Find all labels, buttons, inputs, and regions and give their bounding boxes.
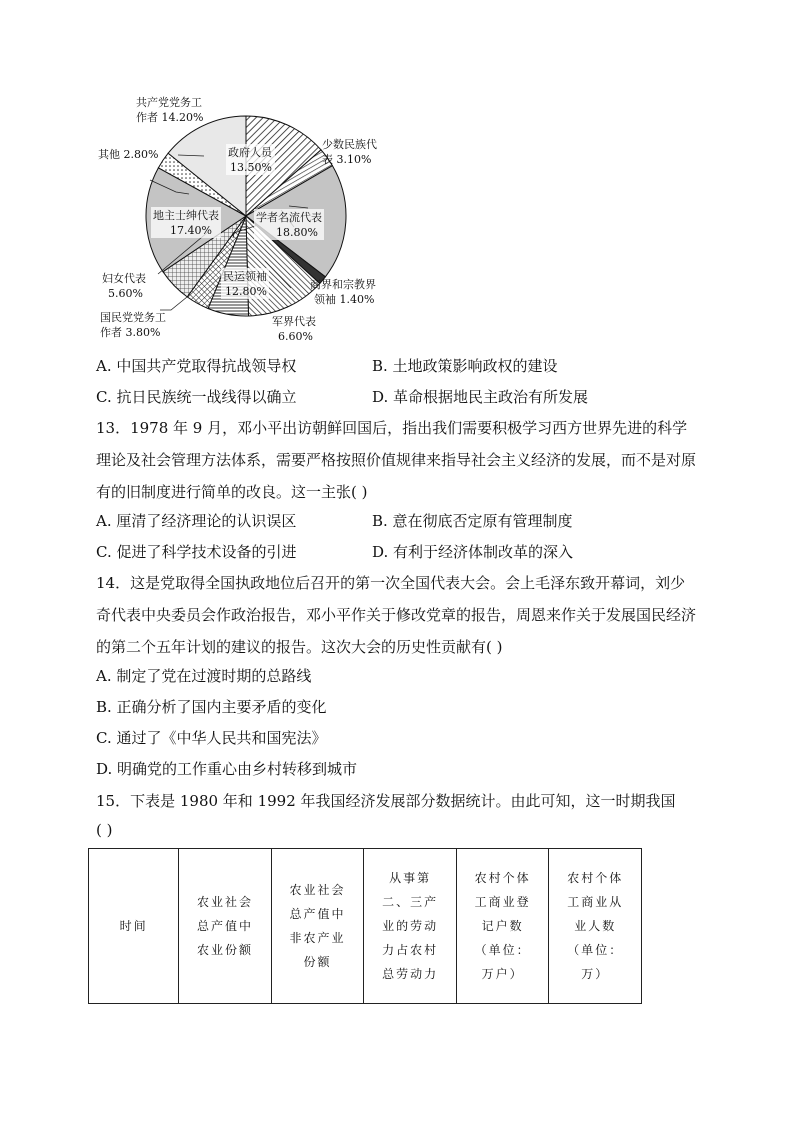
header-line: 万）	[581, 967, 610, 981]
q13-option-c[interactable]: C. 促进了科学技术设备的引进	[96, 543, 297, 561]
q15-stem: 15．下表是 1980 年和 1992 年我国经济发展部分数据统计。由此可知，这一时期我国	[96, 792, 676, 810]
label-women	[102, 271, 146, 300]
q14-option-d[interactable]: D. 明确党的工作重心由乡村转移到城市	[96, 760, 358, 778]
table-header-cell	[89, 849, 179, 1004]
table-header-cell	[271, 849, 364, 1004]
label-business	[310, 277, 376, 306]
header-line: 农村个体	[567, 871, 624, 885]
q12-option-b[interactable]: B. 土地政策影响政权的建设	[372, 357, 558, 375]
label-kmt-line1: 国民党党务工	[100, 311, 166, 324]
header-line: 农业份额	[196, 943, 253, 957]
label-minority	[322, 137, 377, 166]
header-line: 农业社会	[196, 895, 253, 909]
data-table	[88, 848, 642, 1004]
label-business-line1: 商界和宗教界	[310, 278, 376, 291]
header-line: 工商业从	[567, 895, 624, 909]
header-line: 时间	[119, 919, 148, 933]
label-business-line2: 领袖 1.40%	[314, 293, 375, 306]
header-line: （单位：	[474, 943, 531, 957]
table-header-cell	[364, 849, 457, 1004]
header-line: 总产值中	[289, 907, 346, 921]
table-header-cell	[549, 849, 642, 1004]
table-header-cell	[456, 849, 549, 1004]
label-other: 其他 2.80%	[98, 148, 159, 161]
label-army-line1: 军界代表	[272, 315, 316, 328]
table-header-row	[89, 849, 642, 1004]
table-header-cell	[179, 849, 272, 1004]
label-landlord-line1: 地主士绅代表	[153, 209, 219, 222]
q13-option-b[interactable]: B. 意在彻底否定原有管理制度	[372, 512, 573, 530]
header-line: 非农产业	[289, 931, 346, 945]
label-minyun-line2: 12.80%	[225, 285, 267, 298]
label-gov-line1: 政府人员	[228, 146, 272, 159]
header-line: 农业社会	[289, 883, 346, 897]
label-minyun-line1: 民运领袖	[223, 270, 267, 283]
label-minority-line2: 表 3.10%	[322, 153, 372, 166]
header-line: 业人数	[574, 919, 617, 933]
label-army	[272, 314, 316, 343]
label-landlord-line2: 17.40%	[170, 224, 212, 237]
label-women-line2: 5.60%	[108, 287, 143, 300]
q13-stem: 13．1978 年 9 月，邓小平出访朝鲜回国后，指出我们需要积极学习西方世界先进的科学理论及社会管理方法体系，需要严格按照价值规律来指导社会主义经济的发展，而不是对原有的旧制度进行简单的改良。这一主张( )	[96, 419, 697, 501]
label-scholar-line2: 18.80%	[276, 226, 318, 239]
q13-option-a[interactable]: A. 厘清了经济理论的认识误区	[96, 512, 297, 530]
q13-option-d[interactable]: D. 有利于经济体制改革的深入	[372, 543, 574, 561]
label-scholar-line1: 学者名流代表	[256, 211, 322, 224]
q12-option-c[interactable]: C. 抗日民族统一战线得以确立	[96, 388, 297, 406]
q14-stem: 14．这是党取得全国执政地位后召开的第一次全国代表大会。会上毛泽东致开幕词，刘少奇代表中央委员会作政治报告，邓小平作关于修改党章的报告，周恩来作关于发展国民经济的第二个五年计划的建议的报告。这次大会的历史性贡献有( )	[96, 574, 697, 656]
q14-option-b[interactable]: B. 正确分析了国内主要矛盾的变化	[96, 698, 327, 716]
header-line: 记户数	[481, 919, 524, 933]
header-line: 份额	[303, 955, 332, 969]
q15-blank: ( )	[96, 821, 113, 839]
header-line: 从事第	[389, 871, 432, 885]
header-line: 业的劳动	[382, 919, 439, 933]
label-cpc-line1: 共产党党务工	[136, 96, 202, 109]
header-line: 农村个体	[474, 871, 531, 885]
label-kmt	[100, 310, 166, 339]
label-kmt-line2: 作者 3.80%	[100, 326, 161, 339]
q12-option-d[interactable]: D. 革命根据地民主政治有所发展	[372, 388, 589, 406]
label-cpc	[136, 95, 203, 124]
q12-option-a[interactable]: A. 中国共产党取得抗战领导权	[96, 357, 297, 375]
label-cpc-line2: 作者 14.20%	[136, 111, 204, 124]
header-line: 万户）	[481, 967, 524, 981]
header-line: （单位：	[567, 943, 624, 957]
q14-option-a[interactable]: A. 制定了党在过渡时期的总路线	[96, 667, 312, 685]
header-line: 二、三产	[382, 895, 439, 909]
header-line: 工商业登	[474, 895, 531, 909]
label-women-line1: 妇女代表	[102, 272, 146, 285]
q14-option-c[interactable]: C. 通过了《中华人民共和国宪法》	[96, 729, 327, 747]
header-line: 总劳动力	[382, 967, 439, 981]
pie-chart	[80, 88, 420, 358]
header-line: 总产值中	[196, 919, 253, 933]
header-line: 力占农村	[382, 943, 439, 957]
label-army-line2: 6.60%	[278, 330, 313, 343]
label-minority-line1: 少数民族代	[322, 138, 377, 151]
label-gov-line2: 13.50%	[230, 161, 272, 174]
